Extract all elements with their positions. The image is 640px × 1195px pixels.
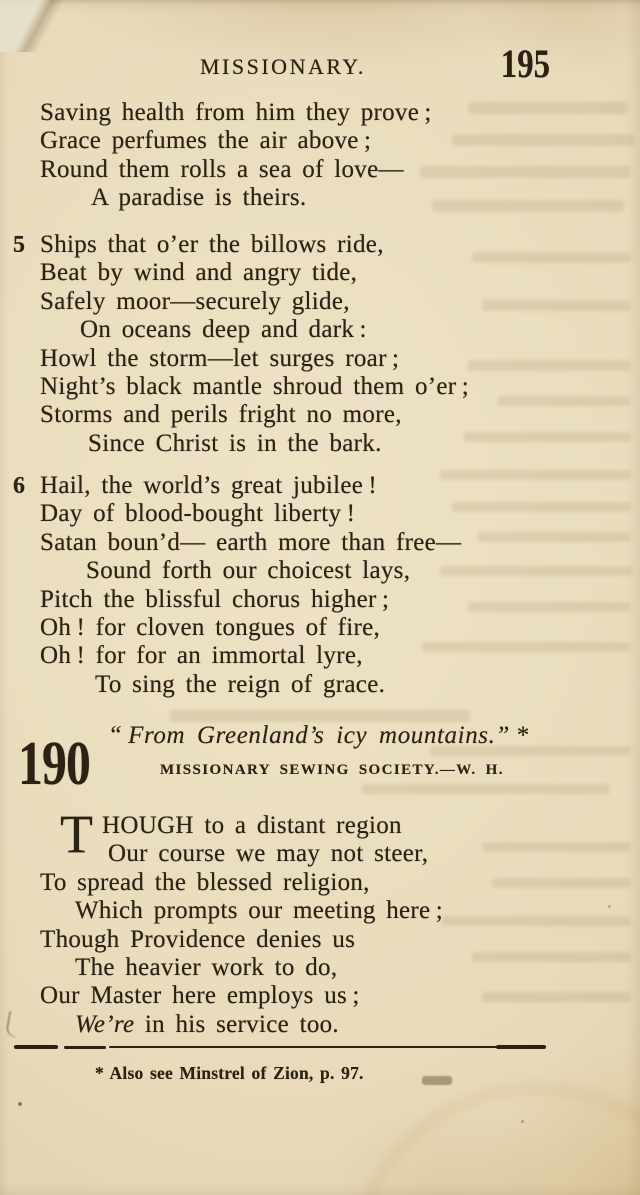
running-head-section-title: MISSIONARY. (200, 54, 366, 79)
ghost-text-smudge (492, 878, 630, 888)
ghost-text-smudge (452, 502, 630, 512)
ghost-text-smudge (442, 916, 630, 926)
ghost-text-smudge (420, 166, 630, 178)
verse-line: Round them rolls a sea of love— (40, 155, 404, 183)
verse-line (40, 1011, 443, 1039)
page-corner-fold (0, 0, 130, 52)
verse-line: Since Christ is in the bark. (88, 429, 382, 457)
water-ring-stain (355, 1085, 640, 1195)
ghost-text-smudge (440, 470, 630, 480)
hymn-title: “ From Greenland’s icy mountains.” * (108, 722, 529, 749)
ghost-text-smudge (452, 134, 634, 146)
stanza-continuation (40, 99, 432, 213)
verse-line: Though Providence denies us (40, 925, 356, 953)
verse-line: Beat by wind and angry tide, (40, 259, 358, 287)
ink-speck (608, 905, 611, 908)
ghost-text-smudge (468, 102, 628, 114)
ghost-text-smudge (468, 602, 630, 612)
ghost-text-smudge (472, 252, 630, 263)
verse-line: To sing the reign of grace. (95, 670, 386, 698)
verse-line: Hail, the world’s great jubilee ! (40, 472, 378, 499)
verse-line: The heavier work to do, (75, 954, 338, 982)
verse-line: Our Master here employs us ; (40, 982, 360, 1010)
verse-line: Night’s black mantle shroud them o’er ; (40, 373, 469, 401)
verse-line: To spread the blessed religion, (40, 868, 370, 896)
ghost-text-smudge (498, 396, 630, 406)
verse-line: A paradise is theirs. (91, 184, 307, 212)
verse-line: Our course we may not steer, (108, 840, 429, 868)
stray-ink-mark (5, 1011, 20, 1038)
ghost-text-smudge (472, 952, 630, 962)
verse-line: Safely moor—securely glide, (40, 287, 350, 315)
ghost-text-smudge (362, 784, 610, 794)
verse-line: Saving health from him they prove ; (40, 99, 432, 126)
footnote: * Also see Minstrel of Zion, p. 97. (95, 1063, 364, 1083)
verse-number: 5 (13, 232, 25, 258)
verse-line: Storms and perils fright no more, (40, 401, 402, 429)
verse-line: Pitch the blissful chorus higher ; (40, 585, 390, 613)
verse-line: Oh ! for cloven tongues of fire, (40, 614, 381, 642)
verse-line: Sound forth our choicest lays, (86, 557, 411, 585)
verse-line: Day of blood-bought liberty ! (40, 500, 356, 528)
verse-number: 6 (13, 473, 25, 499)
verse-line: HOUGH to a distant region (102, 812, 402, 839)
verse-line: On oceans deep and dark : (80, 316, 367, 344)
hymn-attribution: MISSIONARY SEWING SOCIETY.—W. H. (160, 762, 504, 778)
stanza-verse-6 (13, 472, 462, 699)
ghost-text-smudge (464, 432, 630, 442)
stanza-verse-5 (13, 231, 469, 458)
verse-line: Satan boun’d— earth more than free— (40, 528, 462, 556)
stanza-hymn-190 (40, 804, 444, 1039)
footnote-rule (14, 1044, 546, 1050)
hymn-number: 190 (18, 730, 90, 798)
drop-cap: T (60, 804, 93, 864)
verse-line: Howl the storm—let surges roar ; (40, 344, 400, 372)
ghost-text-smudge (482, 300, 630, 311)
ghost-text-smudge (422, 1076, 452, 1085)
verse-line: Which prompts our meeting here ; (75, 897, 444, 925)
ghost-text-smudge (468, 360, 630, 371)
ghost-text-smudge (432, 200, 624, 212)
page-number: 195 (500, 41, 550, 86)
ghost-text-smudge (440, 566, 632, 576)
verse-line: Grace perfumes the air above ; (40, 127, 372, 155)
ghost-text-smudge (482, 992, 630, 1002)
ink-speck (18, 1102, 22, 1106)
verse-line-rest: in his service too. (134, 1010, 339, 1038)
ink-speck (521, 1120, 524, 1123)
ghost-text-smudge (478, 532, 630, 542)
verse-line-italic-lead: We’re (75, 1010, 135, 1038)
verse-line: Oh ! for for an immortal lyre, (40, 642, 363, 670)
verse-line: Ships that o’er the billows ride, (40, 231, 384, 258)
ghost-text-smudge (482, 842, 630, 852)
ghost-text-smudge (170, 710, 470, 722)
